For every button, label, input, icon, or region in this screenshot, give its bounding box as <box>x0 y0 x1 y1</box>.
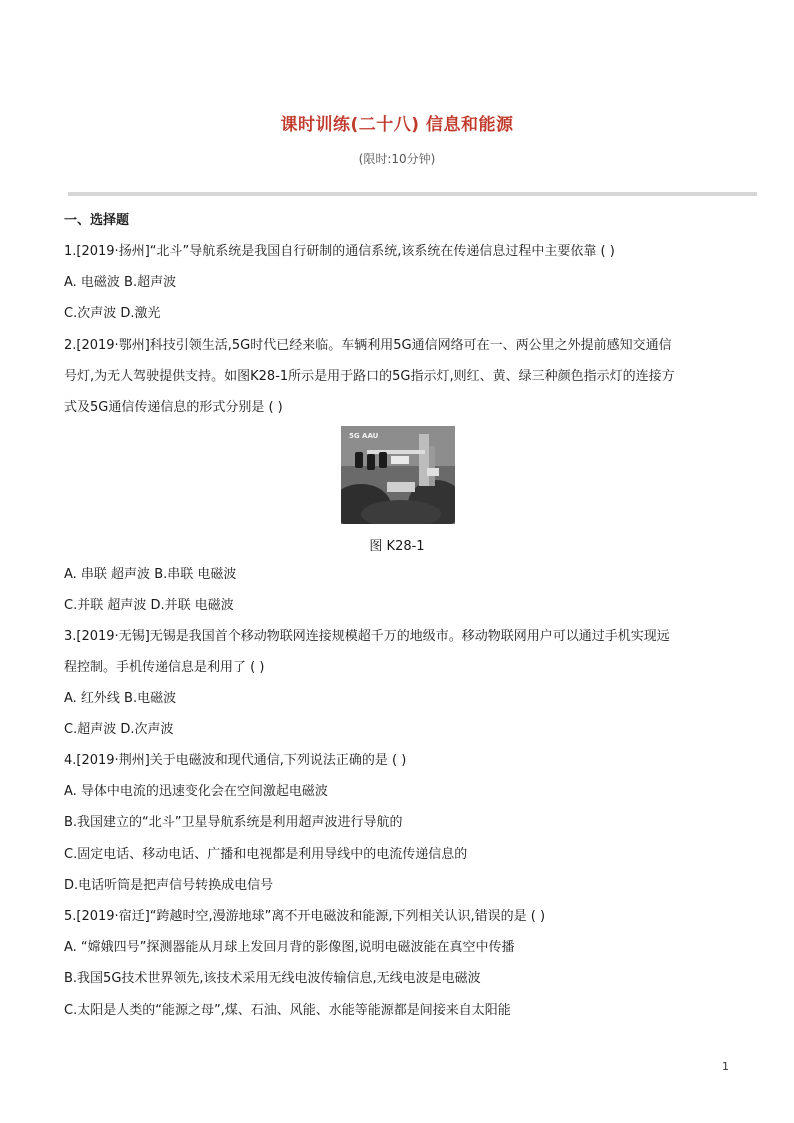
traffic-light-image <box>341 426 455 524</box>
question-4-text: 4.[2019·荆州]关于电磁波和现代通信,下列说法正确的是 ( ) <box>64 753 407 768</box>
traffic-light-photo <box>341 426 455 524</box>
question-3-text-line-2: 程控制。手机传递信息是利用了 ( ) <box>64 660 265 675</box>
question-1-text: 1.[2019·扬州]“北斗”导航系统是我国自行研制的通信系统,该系统在传递信息过程中主要依靠 ( ) <box>64 244 615 259</box>
question-3-text-line-1: 3.[2019·无锡]无锡是我国首个移动物联网连接规模超千万的地级市。移动物联网用户可以通过手机实现远 <box>64 629 670 644</box>
figure-overlay-label: 5G AAU <box>349 432 379 440</box>
header-divider <box>68 192 757 196</box>
question-5-text: 5.[2019·宿迁]“跨越时空,漫游地球”离不开电磁波和能源,下列相关认识,错误的是 ( ) <box>64 909 546 924</box>
question-4-option-c: C.固定电话、移动电话、广播和电视都是利用导线中的电流传递信息的 <box>64 847 468 862</box>
question-2-text-line-2: 号灯,为无人驾驶提供支持。如图K28-1所示是用于路口的5G指示灯,则红、黄、绿三种颜色指示灯的连接方 <box>64 369 675 384</box>
time-limit: (限时:10分钟) <box>358 152 436 166</box>
question-5-option-c: C.太阳是人类的“能源之母”,煤、石油、风能、水能等能源都是间接来自太阳能 <box>64 1003 511 1018</box>
question-2-options-row-2: C.并联 超声波 D.并联 电磁波 <box>64 598 234 613</box>
question-4-option-b: B.我国建立的“北斗”卫星导航系统是利用超声波进行导航的 <box>64 815 403 830</box>
question-4-option-d: D.电话听筒是把声信号转换成电信号 <box>64 878 274 893</box>
question-3-options-row-2: C.超声波 D.次声波 <box>64 722 174 737</box>
question-2-text-line-3: 式及5G通信传递信息的形式分别是 ( ) <box>64 400 283 415</box>
question-4-option-a: A. 导体中电流的迅速变化会在空间激起电磁波 <box>64 784 328 799</box>
question-2-text-line-1: 2.[2019·鄂州]科技引领生活,5G时代已经来临。车辆利用5G通信网络可在一、两公里之外提前感知交通信 <box>64 338 672 353</box>
question-3-options-row-1: A. 红外线 B.电磁波 <box>64 691 177 706</box>
question-5-option-b: B.我国5G技术世界领先,该技术采用无线电波传输信息,无线电波是电磁波 <box>64 971 481 986</box>
question-5-option-a: A. “嫦娥四号”探测器能从月球上发回月背的影像图,说明电磁波能在真空中传播 <box>64 940 515 955</box>
page-number: 1 <box>722 1060 729 1073</box>
page-title: 课时训练(二十八) 信息和能源 <box>280 115 514 135</box>
section-heading: 一、选择题 <box>64 213 130 228</box>
figure-caption: 图 K28-1 <box>369 539 425 554</box>
question-1-options-row-1: A. 电磁波 B.超声波 <box>64 275 177 290</box>
question-2-options-row-1: A. 串联 超声波 B.串联 电磁波 <box>64 567 237 582</box>
question-1-options-row-2: C.次声波 D.激光 <box>64 306 161 321</box>
